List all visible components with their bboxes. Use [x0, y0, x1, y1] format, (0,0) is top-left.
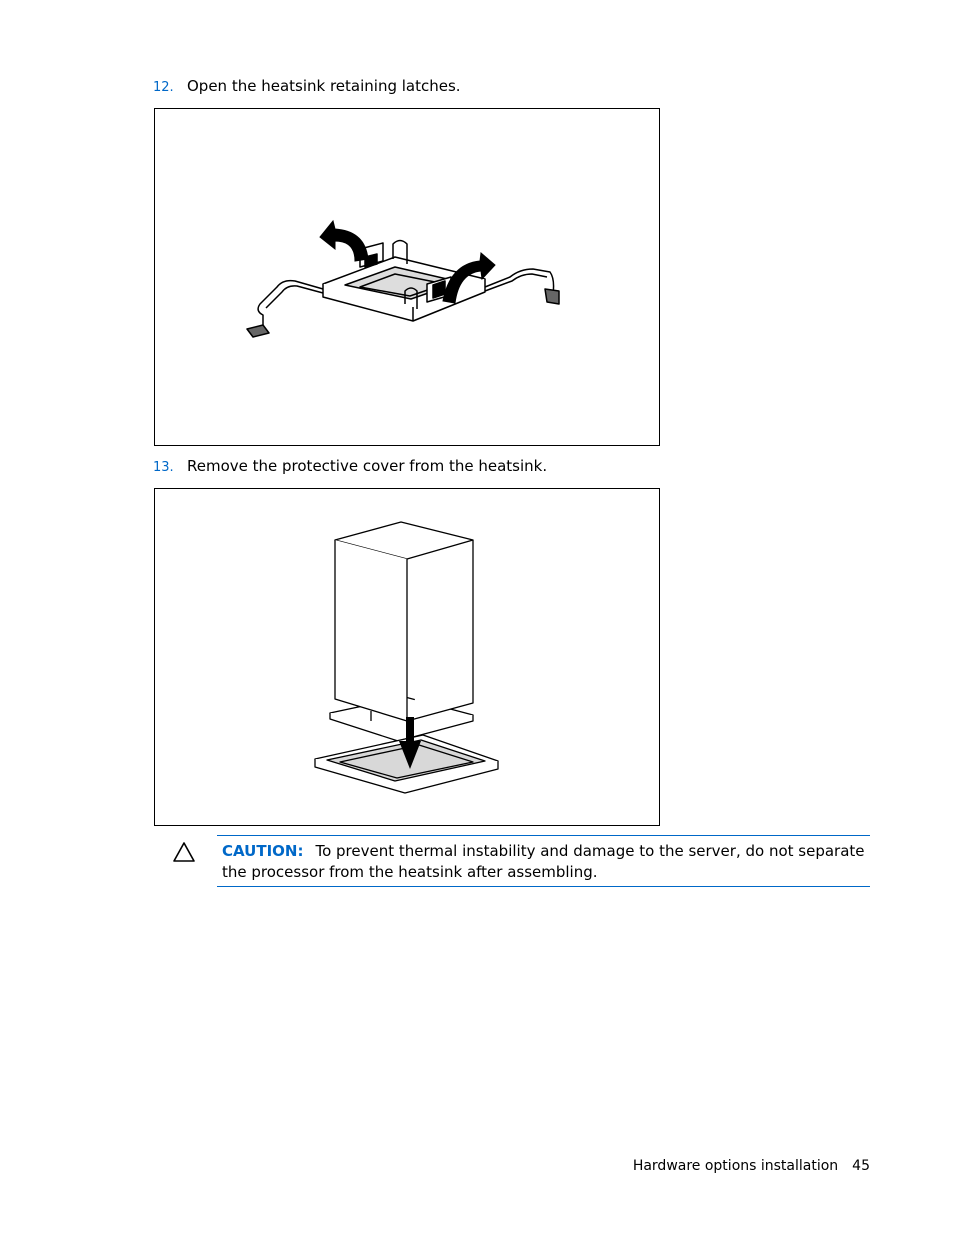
caution-label: CAUTION: [222, 842, 304, 860]
caution-text: To prevent thermal instability and damage to the server, do not separate the processor from the heatsink after assembling. [222, 842, 865, 881]
page-footer [633, 1158, 870, 1174]
figure-heatsink-cover [154, 488, 660, 826]
step-13 [153, 457, 547, 477]
page-number: 45 [852, 1158, 870, 1174]
step-number: 12. [153, 80, 174, 95]
heatsink-cover-removal-diagram [155, 489, 659, 825]
step-text: Remove the protective cover from the heatsink. [187, 457, 548, 475]
heatsink-latches-diagram [155, 109, 659, 445]
step-12 [153, 77, 461, 97]
caution-note [217, 835, 870, 887]
step-number: 13. [153, 460, 174, 475]
footer-section: Hardware options installation [632, 1158, 839, 1174]
figure-heatsink-latches [154, 108, 660, 446]
warning-triangle-icon [172, 841, 196, 863]
step-text: Open the heatsink retaining latches. [187, 77, 461, 95]
